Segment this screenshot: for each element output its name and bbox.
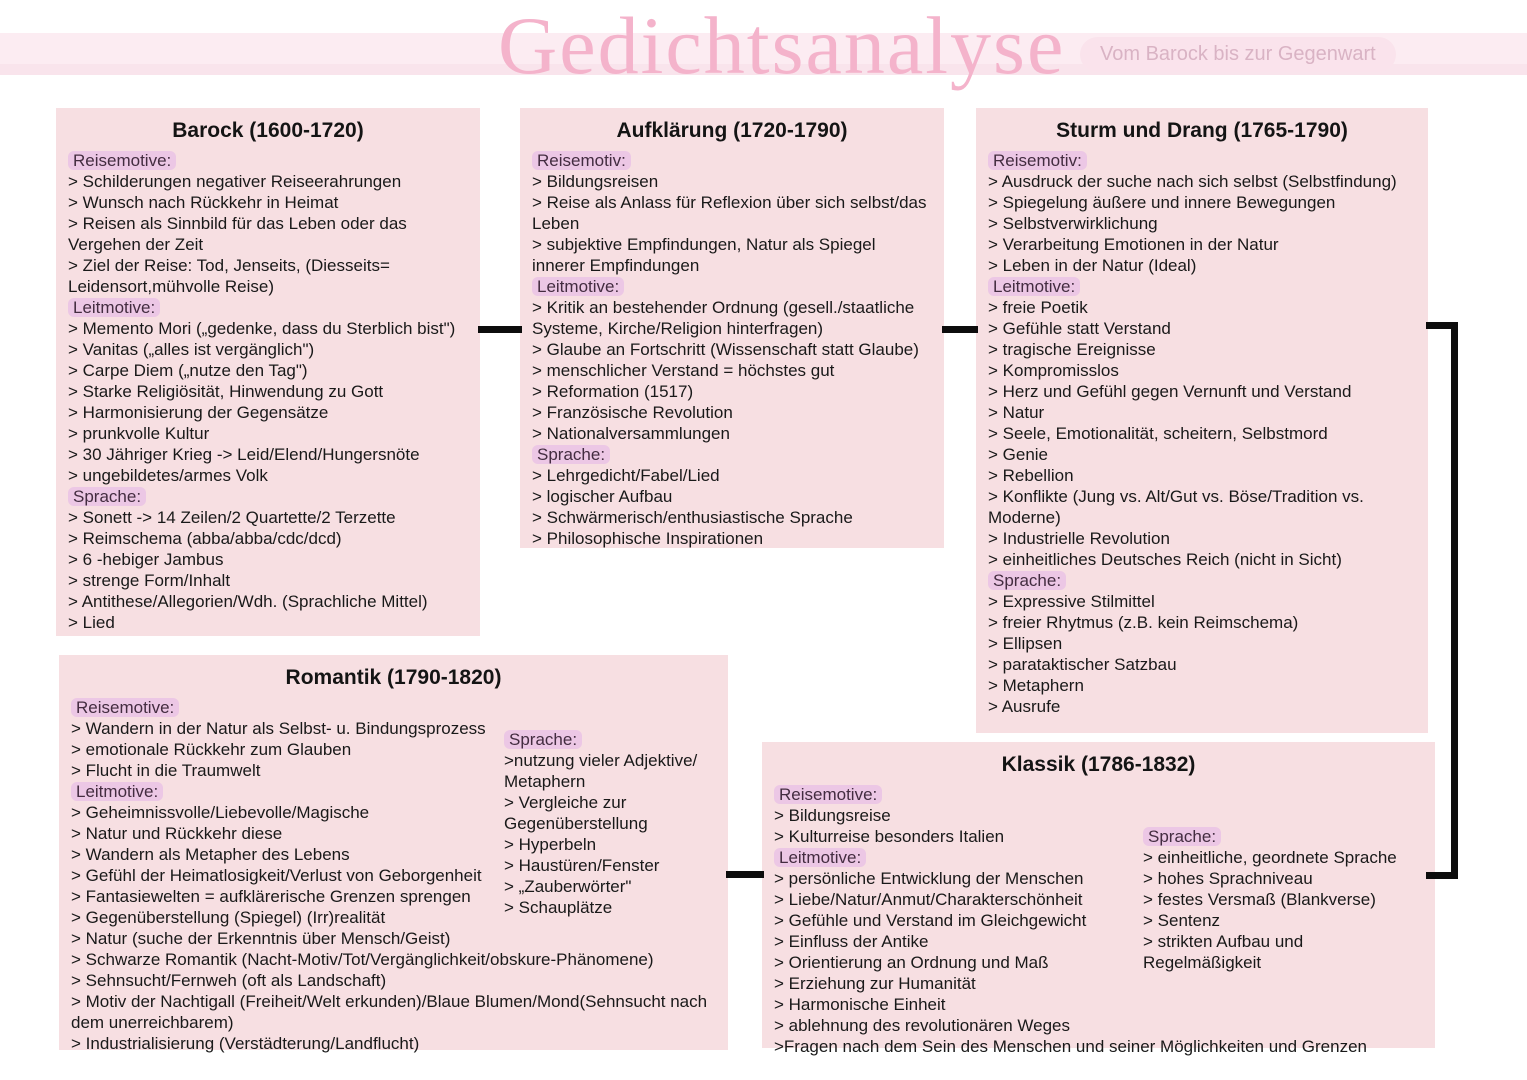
section-label-highlight: Sprache:: [532, 445, 610, 464]
note-item: > Einfluss der Antike: [774, 932, 929, 951]
section-label: [988, 276, 1416, 297]
note-item: > Carpe Diem („nutze den Tag"): [68, 361, 308, 380]
note-item: > subjektive Empfindungen, Natur als Spiegel innerer Empfindungen: [532, 235, 876, 275]
note-item: > Ellipsen: [988, 634, 1063, 653]
note-item: > Motiv der Nachtigall (Freiheit/Welt erkunden)/Blaue Blumen/Mond(Sehnsucht nach dem unerreichbarem): [71, 992, 708, 1032]
side-column-sprache: [504, 729, 716, 918]
note-item: > Sentenz: [1143, 911, 1221, 930]
box-title-klassik: Klassik (1786-1832): [1001, 753, 1196, 776]
note-item: > Schauplätze: [504, 898, 613, 917]
note-item: > prunkvolle Kultur: [68, 424, 210, 443]
note-item: > Rebellion: [988, 466, 1074, 485]
note-item: > einheitliches Deutsches Reich (nicht in Sicht): [988, 550, 1342, 569]
section-label: [504, 729, 716, 750]
box-title-barock: Barock (1600-1720): [172, 119, 364, 142]
period-box-sturm-und-drang: [976, 108, 1428, 733]
note-item: > logischer Aufbau: [532, 487, 673, 506]
note-item: >nutzung vieler Adjektive/ Metaphern: [504, 751, 698, 791]
note-item: > Schwarze Romantik (Nacht-Motiv/Tot/Vergänglichkeit/obskure-Phänomene): [71, 950, 654, 969]
note-item: > hohes Sprachniveau: [1143, 869, 1313, 888]
note-item: > Nationalversammlungen: [532, 424, 730, 443]
note-item: > Gegenüberstellung (Spiegel) (Irr)realität: [71, 908, 386, 927]
note-item: > Gefühl der Heimatlosigkeit/Verlust von Geborgenheit: [71, 866, 482, 885]
note-item: > Industrielle Revolution: [988, 529, 1170, 548]
period-box-klassik: [762, 742, 1435, 1056]
note-item: > Reise als Anlass für Reflexion über sich selbst/das Leben: [532, 193, 927, 233]
section-label: [532, 276, 932, 297]
note-item: > Liebe/Natur/Anmut/Charakterschönheit: [774, 890, 1083, 909]
note-item: >Fragen nach dem Sein des Menschen und seiner Möglichkeiten und Grenzen: [774, 1037, 1367, 1056]
section-label-highlight: Leitmotive:: [988, 277, 1080, 296]
note-item: > persönliche Entwicklung der Menschen: [774, 869, 1084, 888]
section-label: [1143, 826, 1423, 847]
period-box-barock: [56, 108, 480, 636]
note-item: > Spiegelung äußere und innere Bewegungen: [988, 193, 1336, 212]
note-item: > Orientierung an Ordnung und Maß: [774, 953, 1049, 972]
note-item: > Glaube an Fortschritt (Wissenschaft statt Glaube): [532, 340, 919, 359]
section-label-highlight: Sprache:: [68, 487, 146, 506]
note-item: > Genie: [988, 445, 1049, 464]
note-item: > Harmonisierung der Gegensätze: [68, 403, 329, 422]
note-item: > Natur (suche der Erkenntnis über Mensch/Geist): [71, 929, 451, 948]
section-label-highlight: Sprache:: [504, 730, 582, 749]
note-item: > Konflikte (Jung vs. Alt/Gut vs. Böse/Tradition vs. Moderne): [988, 487, 1364, 527]
note-item: > Haustüren/Fenster: [504, 856, 660, 875]
note-item: > Reformation (1517): [532, 382, 694, 401]
note-item: > menschlicher Verstand = höchstes gut: [532, 361, 835, 380]
note-item: > Leben in der Natur (Ideal): [988, 256, 1197, 275]
note-item: > Wandern in der Natur als Selbst- u. Bindungsprozess: [71, 719, 486, 738]
note-item: > Kompromisslos: [988, 361, 1119, 380]
section-label: [988, 150, 1416, 171]
section-label: [988, 570, 1416, 591]
note-item: > Französische Revolution: [532, 403, 733, 422]
section-label: [71, 697, 716, 718]
section-label: [68, 297, 468, 318]
note-item: > Metaphern: [988, 676, 1084, 695]
section-label-highlight: Sprache:: [988, 571, 1066, 590]
note-item: > Kritik an bestehender Ordnung (gesell./staatliche Systeme, Kirche/Religion hinterfragen): [532, 298, 915, 338]
note-item: > ablehnung des revolutionären Weges: [774, 1016, 1070, 1035]
section-label-highlight: Reisemotive:: [68, 151, 176, 170]
page-subtitle: Vom Barock bis zur Gegenwart: [1080, 37, 1396, 72]
note-item: > Lied: [68, 613, 115, 632]
note-item: > Fantasiewelten = aufklärerische Grenzen sprengen: [71, 887, 471, 906]
connector-romantik-klassik: [726, 871, 764, 878]
section-label-highlight: Reisemotiv:: [532, 151, 631, 170]
period-box-romantik: [59, 655, 728, 1053]
section-label-highlight: Sprache:: [1143, 827, 1221, 846]
note-item: > Gefühle und Verstand im Gleichgewicht: [774, 911, 1087, 930]
note-item: > ungebildetes/armes Volk: [68, 466, 268, 485]
note-item: > Natur und Rückkehr diese: [71, 824, 283, 843]
note-item: > Herz und Gefühl gegen Vernunft und Verstand: [988, 382, 1352, 401]
note-item: > Memento Mori („gedenke, dass du Sterblich bist"): [68, 319, 456, 338]
note-item: > „Zauberwörter": [504, 877, 632, 896]
section-label: [532, 150, 932, 171]
box-title-aufklaerung: Aufklärung (1720-1790): [616, 119, 848, 142]
note-item: > freier Rhytmus (z.B. kein Reimschema): [988, 613, 1299, 632]
note-item: > Sehnsucht/Fernweh (oft als Landschaft): [71, 971, 387, 990]
connector-barock-aufklaerung: [478, 326, 522, 333]
connector-bracket-sturm-klassik: [1426, 322, 1458, 879]
page-title: Gedichtsanalyse: [498, 0, 1066, 91]
note-item: > freie Poetik: [988, 298, 1088, 317]
note-item: > Flucht in die Traumwelt: [71, 761, 261, 780]
note-item: > Wandern als Metapher des Lebens: [71, 845, 350, 864]
period-box-aufklaerung: [520, 108, 944, 548]
note-item: > Ausdruck der suche nach sich selbst (Selbstfindung): [988, 172, 1397, 191]
section-label-highlight: Reisemotive:: [71, 698, 179, 717]
note-item: > parataktischer Satzbau: [988, 655, 1177, 674]
note-item: > Wunsch nach Rückkehr in Heimat: [68, 193, 339, 212]
note-item: > Lehrgedicht/Fabel/Lied: [532, 466, 720, 485]
section-label-highlight: Leitmotive:: [532, 277, 624, 296]
note-item: > Ziel der Reise: Tod, Jenseits, (Diesseits= Leidensort,mühvolle Reise): [68, 256, 390, 296]
note-item: > Kulturreise besonders Italien: [774, 827, 1005, 846]
note-item: > Bildungsreise: [774, 806, 891, 825]
section-label: [532, 444, 932, 465]
section-label: [774, 784, 1423, 805]
note-item: > Industrialisierung (Verstädterung/Landflucht): [71, 1034, 420, 1053]
note-item: > Sonett -> 14 Zeilen/2 Quartette/2 Terzette: [68, 508, 396, 527]
note-item: > 6 -hebiger Jambus: [68, 550, 224, 569]
note-item: > Gefühle statt Verstand: [988, 319, 1171, 338]
note-item: > Vanitas („alles ist vergänglich"): [68, 340, 315, 359]
note-item: > Reisen als Sinnbild für das Leben oder das Vergehen der Zeit: [68, 214, 407, 254]
section-label-highlight: Reisemotiv:: [988, 151, 1087, 170]
note-item: > 30 Jähriger Krieg -> Leid/Elend/Hungersnöte: [68, 445, 420, 464]
note-item: > Selbstverwirklichung: [988, 214, 1158, 233]
note-item: > Erziehung zur Humanität: [774, 974, 976, 993]
note-item: > einheitliche, geordnete Sprache: [1143, 848, 1397, 867]
side-column-sprache: [1143, 826, 1423, 973]
note-item: > Seele, Emotionalität, scheitern, Selbstmord: [988, 424, 1328, 443]
note-item: > Schwärmerisch/enthusiastische Sprache: [532, 508, 853, 527]
note-item: > Antithese/Allegorien/Wdh. (Sprachliche Mittel): [68, 592, 428, 611]
note-item: > Vergleiche zur Gegenüberstellung: [504, 793, 648, 833]
note-item: > Harmonische Einheit: [774, 995, 946, 1014]
note-item: > Reimschema (abba/abba/cdc/dcd): [68, 529, 342, 548]
section-label-highlight: Leitmotive:: [774, 848, 866, 867]
section-label-highlight: Leitmotive:: [68, 298, 160, 317]
note-item: > strenge Form/Inhalt: [68, 571, 231, 590]
note-item: > Natur: [988, 403, 1045, 422]
note-item: > Starke Religiösität, Hinwendung zu Gott: [68, 382, 384, 401]
note-item: > festes Versmaß (Blankverse): [1143, 890, 1376, 909]
note-item: > Bildungsreisen: [532, 172, 659, 191]
box-title-romantik: Romantik (1790-1820): [285, 666, 502, 689]
note-item: > Philosophische Inspirationen: [532, 529, 764, 548]
note-item: > Schilderungen negativer Reiseerahrungen: [68, 172, 402, 191]
section-label-highlight: Leitmotive:: [71, 782, 163, 801]
note-item: > Geheimnissvolle/Liebevolle/Magische: [71, 803, 370, 822]
connector-aufklaerung-sturm: [942, 326, 978, 333]
note-item: > emotionale Rückkehr zum Glauben: [71, 740, 352, 759]
note-item: > Ausrufe: [988, 697, 1061, 716]
note-item: > strikten Aufbau und Regelmäßigkeit: [1143, 932, 1304, 972]
section-label-highlight: Reisemotive:: [774, 785, 882, 804]
note-item: > Hyperbeln: [504, 835, 597, 854]
section-label: [68, 150, 468, 171]
section-label: [68, 486, 468, 507]
note-item: > tragische Ereignisse: [988, 340, 1156, 359]
note-item: > Verarbeitung Emotionen in der Natur: [988, 235, 1279, 254]
box-title-sturm: Sturm und Drang (1765-1790): [1056, 119, 1348, 142]
note-item: > Expressive Stilmittel: [988, 592, 1155, 611]
